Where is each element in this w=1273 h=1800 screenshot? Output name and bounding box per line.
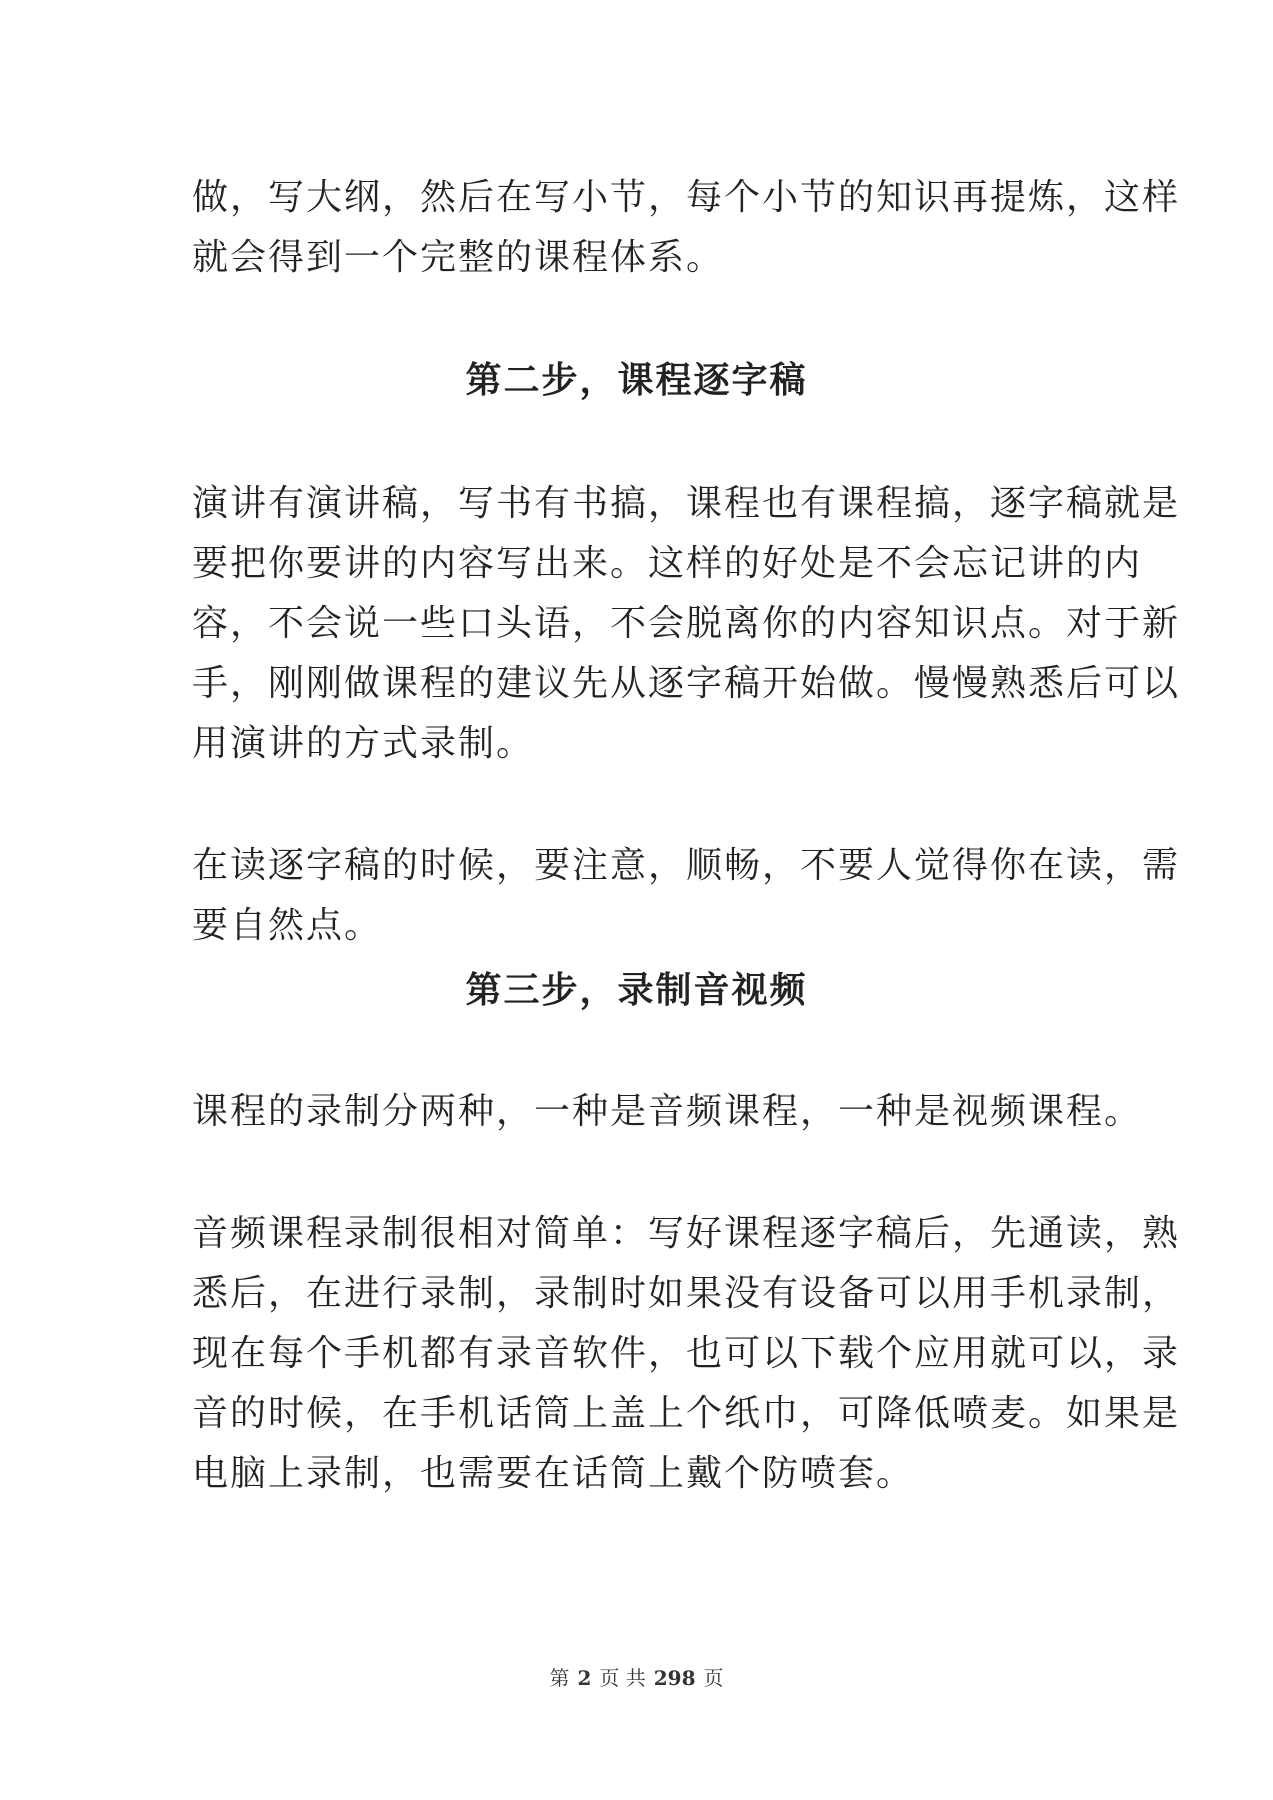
text-line: 要自然点。	[192, 905, 383, 946]
paragraph-audio-recording	[192, 1204, 1181, 1504]
paragraph-reading-tip	[192, 836, 1181, 956]
text-line: 要把你要讲的内容写出来。这样的好处是不会忘记讲的内	[192, 543, 1143, 584]
section-heading-step2: 第二步，课程逐字稿	[465, 359, 808, 401]
footer-suffix: 页	[703, 1666, 724, 1690]
text-line: 容，不会说一些口头语，不会脱离你的内容知识点。对于新	[192, 603, 1181, 644]
total-page-count: 298	[653, 1666, 696, 1690]
text-line: 就会得到一个完整的课程体系。	[192, 237, 725, 278]
footer-mid: 页 共	[599, 1666, 646, 1690]
text-line: 音频课程录制很相对简单：写好课程逐字稿后，先通读，熟	[192, 1213, 1181, 1254]
text-line: 电脑上录制，也需要在话筒上戴个防喷套。	[192, 1453, 915, 1494]
text-line: 做，写大纲，然后在写小节，每个小节的知识再提炼，这样	[192, 177, 1181, 218]
text-line: 悉后，在进行录制，录制时如果没有设备可以用手机录制，	[192, 1273, 1181, 1314]
text-line: 在读逐字稿的时候，要注意，顺畅，不要人觉得你在读，需	[192, 845, 1181, 886]
current-page-number: 2	[577, 1666, 592, 1690]
text-line: 课程的录制分两种，一种是音频课程，一种是视频课程。	[192, 1091, 1143, 1132]
paragraph-recording-types	[192, 1082, 1143, 1142]
text-line: 现在每个手机都有录音软件，也可以下载个应用就可以，录	[192, 1333, 1181, 1374]
text-line: 音的时候，在手机话筒上盖上个纸巾，可降低喷麦。如果是	[192, 1393, 1181, 1434]
paragraph-script-intro	[192, 474, 1181, 774]
footer-prefix: 第	[549, 1666, 570, 1690]
text-line: 演讲有演讲稿，写书有书搞，课程也有课程搞，逐字稿就是	[192, 483, 1181, 524]
paragraph-outline	[192, 168, 1181, 288]
text-line: 用演讲的方式录制。	[192, 723, 535, 764]
section-heading-step3: 第三步，录制音视频	[465, 969, 808, 1011]
page-footer	[0, 1664, 1273, 1692]
text-line: 手，刚刚做课程的建议先从逐字稿开始做。慢慢熟悉后可以	[192, 663, 1181, 704]
